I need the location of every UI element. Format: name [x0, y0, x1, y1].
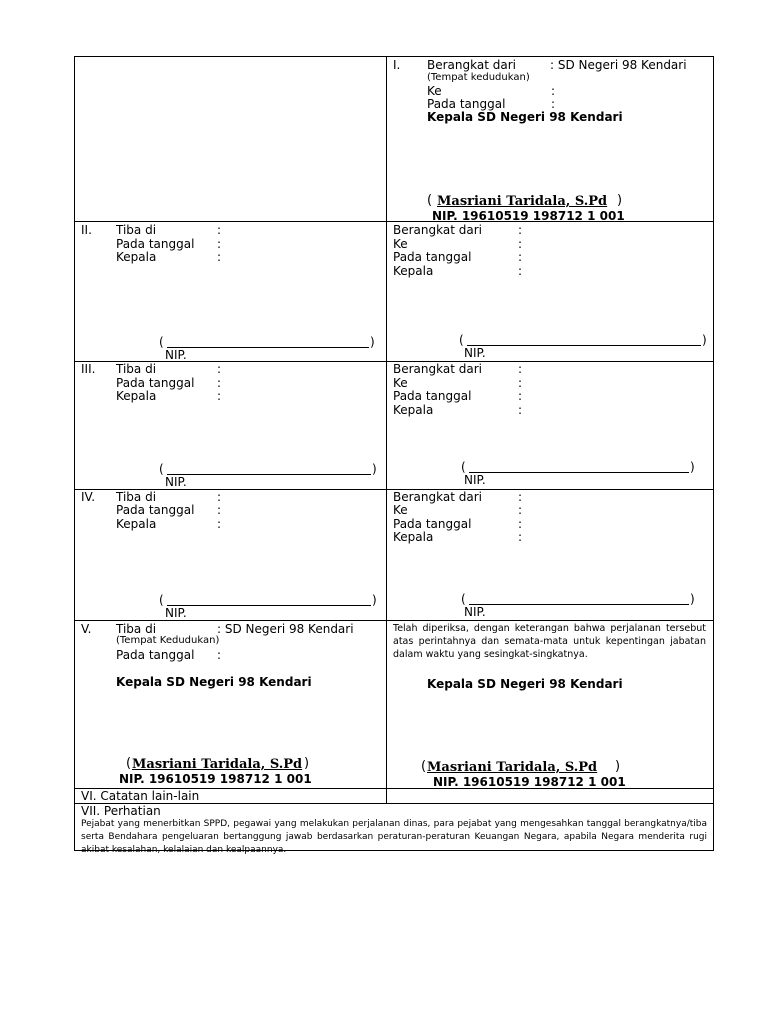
nip-label: NIP.	[165, 606, 187, 620]
signature-line	[167, 474, 371, 475]
sig-open-paren: (	[159, 335, 164, 349]
ke-colon: :	[518, 503, 523, 517]
tiba-di-label: Tiba di	[116, 490, 157, 504]
pada-tanggal-label: Pada tanggal	[393, 389, 472, 403]
berangkat-dari-colon: :	[518, 223, 523, 237]
name-open-paren: (	[126, 756, 132, 771]
signature-line	[167, 605, 371, 606]
pada-tanggal-colon: :	[217, 503, 222, 517]
sig-close-paren: )	[690, 460, 695, 474]
tiba-di-colon: :	[217, 362, 222, 376]
ke-colon: :	[551, 84, 556, 98]
tiba-di-value: : SD Negeri 98 Kendari	[217, 622, 354, 636]
nip-label: NIP.	[464, 346, 486, 360]
sig-close-paren: )	[690, 592, 695, 606]
signature-line	[467, 345, 701, 346]
signer-name: Masriani Taridala, S.Pd	[427, 760, 598, 775]
nip-label: NIP.	[464, 473, 486, 487]
section-4-number: IV.	[81, 490, 96, 504]
pada-tanggal-label: Pada tanggal	[427, 97, 506, 111]
kepala-label: Kepala	[393, 403, 434, 417]
kepala-colon: :	[217, 250, 222, 264]
tiba-di-label: Tiba di	[116, 622, 157, 636]
sig-open-paren: (	[461, 460, 466, 474]
section-6-label: VI. Catatan lain-lain	[81, 789, 200, 803]
pada-tanggal-label: Pada tanggal	[116, 648, 195, 662]
pada-tanggal-label: Pada tanggal	[116, 376, 195, 390]
pada-tanggal-label: Pada tanggal	[393, 250, 472, 264]
row-divider-6	[75, 803, 713, 804]
kepala-title: Kepala SD Negeri 98 Kendari	[427, 110, 623, 124]
pada-tanggal-colon: :	[217, 376, 222, 390]
kepala-colon: :	[217, 517, 222, 531]
nip-label: NIP.	[464, 605, 486, 619]
signature-line	[469, 472, 689, 473]
kepala-label: Kepala	[116, 389, 157, 403]
name-close-paren: )	[304, 756, 310, 771]
name-open-paren: (	[427, 193, 433, 208]
sig-close-paren: )	[372, 593, 377, 607]
pada-tanggal-label: Pada tanggal	[116, 237, 195, 251]
kepala-colon: :	[518, 530, 523, 544]
ke-label: Ke	[427, 84, 442, 98]
signer-name: Masriani Taridala, S.Pd	[132, 757, 303, 772]
berangkat-dari-label: Berangkat dari	[393, 490, 482, 504]
pada-tanggal-label: Pada tanggal	[116, 503, 195, 517]
pada-tanggal-colon: :	[217, 237, 222, 251]
signer-nip: NIP. 19610519 198712 1 001	[119, 772, 312, 786]
kepala-label: Kepala	[393, 530, 434, 544]
pada-tanggal-colon: :	[518, 250, 523, 264]
verification-statement: Telah diperiksa, dengan keterangan bahwa perjalanan tersebut atas perintahnya dan semata-mata untuk kepentingan jabatan dalam waktu yang sesingkat-singkatnya.	[393, 623, 706, 660]
kepala-colon: :	[518, 403, 523, 417]
berangkat-dari-label: Berangkat dari	[393, 223, 482, 237]
ke-label: Ke	[393, 503, 408, 517]
section-5-number: V.	[81, 622, 92, 636]
nip-label: NIP.	[165, 348, 187, 362]
tiba-di-colon: :	[217, 490, 222, 504]
berangkat-dari-label: Berangkat dari	[393, 362, 482, 376]
kepala-colon: :	[217, 389, 222, 403]
sig-open-paren: (	[159, 462, 164, 476]
pada-tanggal-colon: :	[551, 97, 556, 111]
pada-tanggal-label: Pada tanggal	[393, 517, 472, 531]
berangkat-dari-label: Berangkat dari	[427, 58, 516, 72]
sig-close-paren: )	[370, 335, 375, 349]
name-close-paren: )	[617, 193, 623, 208]
signer-nip: NIP. 19610519 198712 1 001	[432, 209, 625, 223]
ke-colon: :	[518, 237, 523, 251]
tiba-di-colon: :	[217, 223, 222, 237]
sppd-form	[74, 56, 714, 855]
signer-name: Masriani Taridala, S.Pd	[437, 194, 608, 209]
name-open-paren: (	[421, 759, 427, 774]
ke-colon: :	[518, 376, 523, 390]
section-2-number: II.	[81, 223, 92, 237]
tempat-kedudukan: (Tempat Kedudukan)	[116, 635, 220, 646]
kepala-label: Kepala	[116, 250, 157, 264]
sig-open-paren: (	[159, 593, 164, 607]
berangkat-dari-colon: :	[518, 362, 523, 376]
kepala-colon: :	[518, 264, 523, 278]
sig-close-paren: )	[702, 333, 707, 347]
signature-line	[469, 604, 689, 605]
section-7-label: VII. Perhatian	[81, 804, 161, 818]
pada-tanggal-colon: :	[518, 517, 523, 531]
pada-tanggal-colon: :	[217, 648, 222, 662]
berangkat-dari-colon: :	[518, 490, 523, 504]
section-1-number: I.	[393, 58, 401, 72]
ke-label: Ke	[393, 376, 408, 390]
signer-nip: NIP. 19610519 198712 1 001	[433, 775, 626, 789]
sig-open-paren: (	[459, 333, 464, 347]
tiba-di-label: Tiba di	[116, 362, 157, 376]
kepala-label: Kepala	[393, 264, 434, 278]
ke-label: Ke	[393, 237, 408, 251]
name-close-paren: )	[615, 759, 621, 774]
pada-tanggal-colon: :	[518, 389, 523, 403]
tiba-di-label: Tiba di	[116, 223, 157, 237]
tempat-kedudukan: (Tempat kedudukan)	[427, 72, 530, 83]
nip-label: NIP.	[165, 475, 187, 489]
column-divider	[386, 57, 387, 803]
kepala-label: Kepala	[116, 517, 157, 531]
row-divider-4	[75, 620, 713, 621]
kepala-title: Kepala SD Negeri 98 Kendari	[116, 675, 312, 689]
berangkat-dari-value: : SD Negeri 98 Kendari	[550, 58, 687, 72]
attention-note: Pejabat yang menerbitkan SPPD, pegawai yang melakukan perjalanan dinas, para pejabat yang mengesahkan tanggal berangkatnya/tiba serta Bendahara pengeluaran bertanggung jawab berdasarkan peraturan-peraturan Keuangan Negara, apabila Negara menderita rugi akibat kesalahan, kelalaian dan kealpaannya.	[81, 819, 707, 855]
sig-open-paren: (	[461, 592, 466, 606]
kepala-title: Kepala SD Negeri 98 Kendari	[427, 677, 623, 691]
section-3-number: III.	[81, 362, 96, 376]
sig-close-paren: )	[372, 462, 377, 476]
signature-line	[167, 347, 369, 348]
